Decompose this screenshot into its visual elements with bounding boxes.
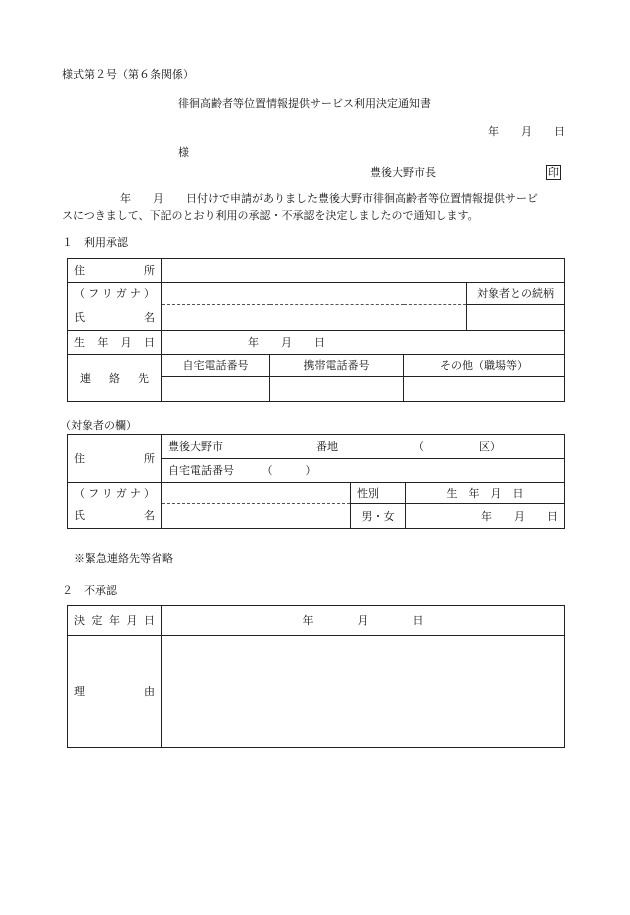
other-contact-header: その他（職場等） — [404, 355, 565, 377]
reason-label: 理 由 — [68, 636, 162, 748]
subject-furigana-label: （フリガナ） — [68, 483, 162, 504]
address-ku: （ 区） — [413, 440, 501, 453]
birthdate-field[interactable]: 年 月 日 — [162, 331, 565, 355]
name-label: 氏 名 — [68, 305, 162, 331]
decision-date-field[interactable]: 年 月 日 — [162, 606, 565, 636]
home-phone-field[interactable] — [162, 377, 270, 402]
birthdate-label: 生年月日 — [68, 331, 162, 355]
furigana-label: （フリガナ） — [68, 283, 162, 305]
subject-name-label: 氏 名 — [68, 504, 162, 529]
address-label: 住 所 — [68, 259, 162, 283]
issue-date: 年 月 日 — [488, 125, 565, 138]
subject-address-line[interactable] — [162, 435, 565, 459]
document-title: 徘徊高齢者等位置情報提供サービス利用決定通知書 — [178, 97, 431, 110]
seal-mark: 印 — [548, 166, 559, 179]
gender-field[interactable]: 男・女 — [351, 504, 406, 529]
gender-label: 性別 — [351, 483, 406, 504]
subject-heading: （対象者の欄） — [60, 419, 137, 432]
furigana-field[interactable] — [162, 283, 467, 305]
other-contact-field[interactable] — [404, 377, 565, 402]
mobile-phone-header: 携帯電話番号 — [270, 355, 404, 377]
body-text-line1: 年 月 日付けで申請がありました豊後大野市徘徊高齢者等位置情報提供サービ — [120, 192, 538, 205]
form-number: 様式第２号（第６条関係） — [62, 68, 194, 81]
subject-furigana-field[interactable] — [162, 483, 351, 504]
address-banchi: 番地 — [316, 440, 338, 453]
addressee-suffix: 様 — [178, 146, 189, 159]
name-field[interactable] — [162, 305, 467, 331]
relationship-field[interactable] — [467, 305, 565, 331]
reason-field[interactable] — [162, 636, 565, 748]
issuer-name: 豊後大野市長 — [370, 166, 436, 179]
subject-home-phone[interactable]: 自宅電話番号 （ ） — [162, 459, 565, 483]
home-phone-header: 自宅電話番号 — [162, 355, 270, 377]
note-text: ※緊急連絡先等省略 — [74, 552, 173, 565]
decision-date-label: 決定年月日 — [68, 606, 162, 636]
body-text-line2: スにつきまして、下記のとおり利用の承認・不承認を決定しましたので通知します。 — [62, 209, 479, 222]
approval-table — [67, 258, 565, 402]
section2-heading: ２ 不承認 — [62, 584, 117, 597]
subject-birthdate-label: 生 年 月 日 — [406, 483, 565, 504]
relationship-label: 対象者との続柄 — [467, 283, 565, 305]
address-field[interactable] — [162, 259, 565, 283]
subject-address-label: 住 所 — [68, 435, 162, 483]
subject-table — [67, 434, 565, 529]
rejection-table — [67, 605, 565, 748]
address-city: 豊後大野市 — [168, 440, 223, 453]
section1-heading: １ 利用承認 — [62, 236, 128, 249]
mobile-phone-field[interactable] — [270, 377, 404, 402]
subject-name-field[interactable] — [162, 504, 351, 529]
contact-label: 連絡先 — [68, 355, 162, 402]
subject-birthdate-field[interactable]: 年 月 日 — [406, 504, 565, 529]
